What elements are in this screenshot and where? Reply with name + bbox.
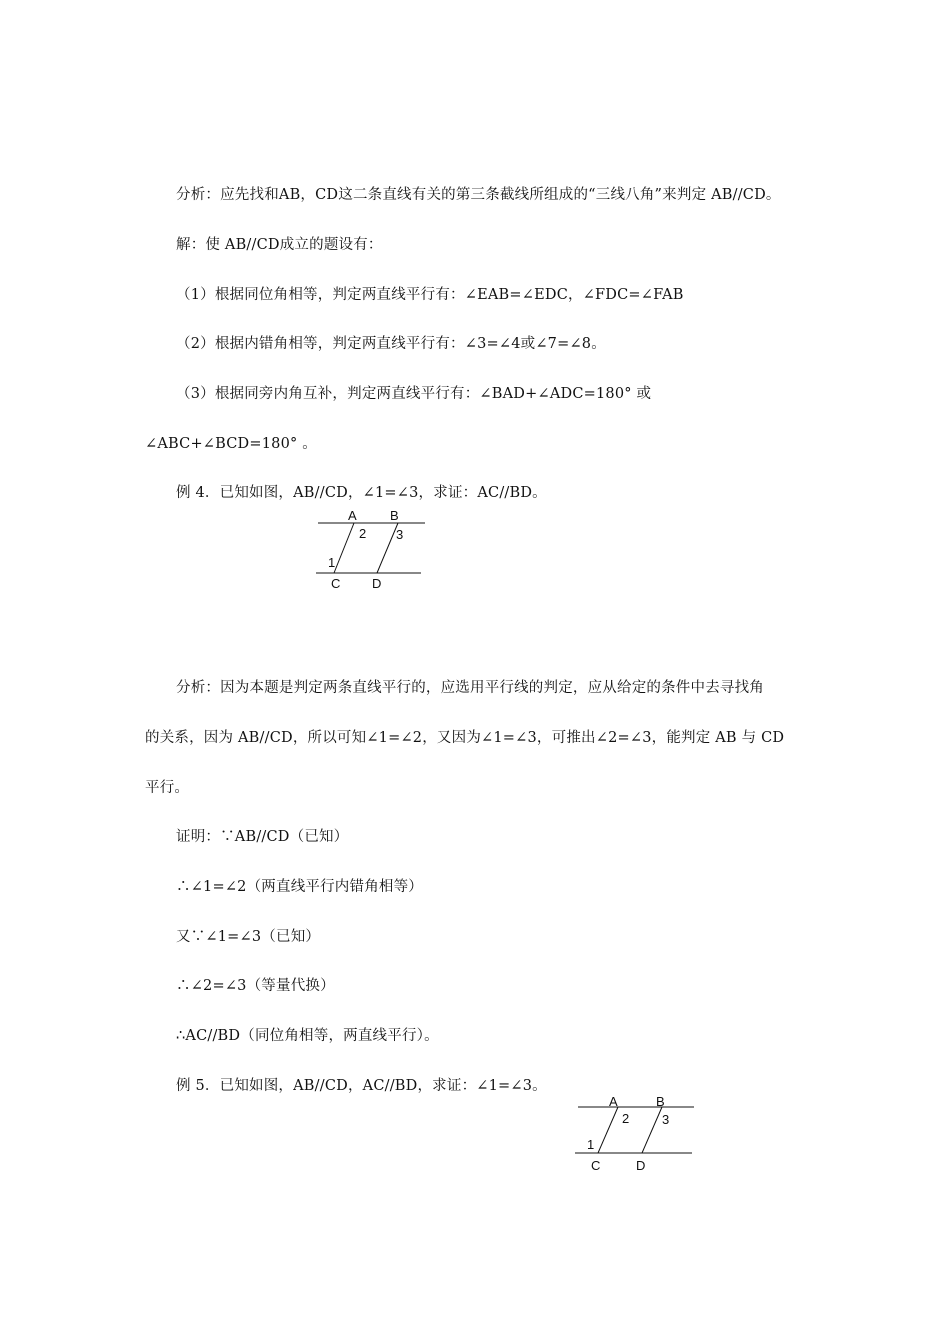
label-c: C [331, 576, 341, 591]
condition-3-continued: ∠ABC+∠BCD=180° 。 [145, 436, 317, 452]
segment-ac [334, 523, 354, 573]
analysis-line-3: 平行。 [145, 780, 190, 796]
example-5-statement: 例 5．已知如图，AB//CD，AC//BD，求证：∠1=∠3。 [176, 1078, 547, 1094]
label-d: D [636, 1158, 646, 1173]
label-3: 3 [662, 1112, 670, 1127]
label-c: C [591, 1158, 601, 1173]
segment-bd [642, 1107, 662, 1153]
label-b: B [390, 508, 399, 523]
segment-ac [598, 1107, 618, 1153]
segment-bd [377, 523, 398, 573]
condition-2: （2）根据内错角相等，判定两直线平行有：∠3=∠4或∠7=∠8。 [176, 336, 606, 352]
proof-step-1: 证明：∵AB//CD（已知） [176, 829, 349, 845]
label-d: D [372, 576, 382, 591]
proof-step-2: ∴∠1=∠2（两直线平行内错角相等） [176, 879, 423, 895]
proof-step-5: ∴AC//BD（同位角相等，两直线平行）。 [176, 1028, 439, 1044]
condition-1: （1）根据同位角相等，判定两直线平行有：∠EAB=∠EDC，∠FDC=∠FAB [176, 287, 684, 303]
example-4-statement: 例 4．已知如图，AB//CD，∠1=∠3，求证：AC//BD。 [176, 485, 547, 501]
label-2: 2 [622, 1111, 630, 1126]
label-2: 2 [359, 526, 367, 541]
analysis-line-1: 分析：因为本题是判定两条直线平行的，应选用平行线的判定，应从给定的条件中去寻找角 [176, 680, 764, 696]
label-1: 1 [328, 555, 336, 570]
analysis-line-2: 的关系，因为 AB//CD，所以可知∠1=∠2，又因为∠1=∠3，可推出∠2=∠3，能判定 AB 与 CD [145, 730, 785, 746]
solution-heading: 解：使 AB//CD成立的题设有： [176, 237, 383, 253]
condition-3: （3）根据同旁内角互补，判定两直线平行有：∠BAD+∠ADC=180° 或 [176, 386, 652, 402]
label-a: A [609, 1094, 618, 1109]
proof-step-3: 又∵∠1=∠3（已知） [176, 929, 321, 945]
figure-example-4 [312, 506, 432, 592]
label-3: 3 [396, 527, 404, 542]
figure-example-5 [572, 1093, 697, 1179]
label-a: A [348, 508, 357, 523]
label-1: 1 [587, 1137, 595, 1152]
analysis-paragraph-1: 分析：应先找和AB，CD这二条直线有关的第三条截线所组成的“三线八角”来判定 AB//CD。 [176, 187, 781, 203]
proof-step-4: ∴∠2=∠3（等量代换） [176, 978, 335, 994]
label-b: B [656, 1094, 665, 1109]
